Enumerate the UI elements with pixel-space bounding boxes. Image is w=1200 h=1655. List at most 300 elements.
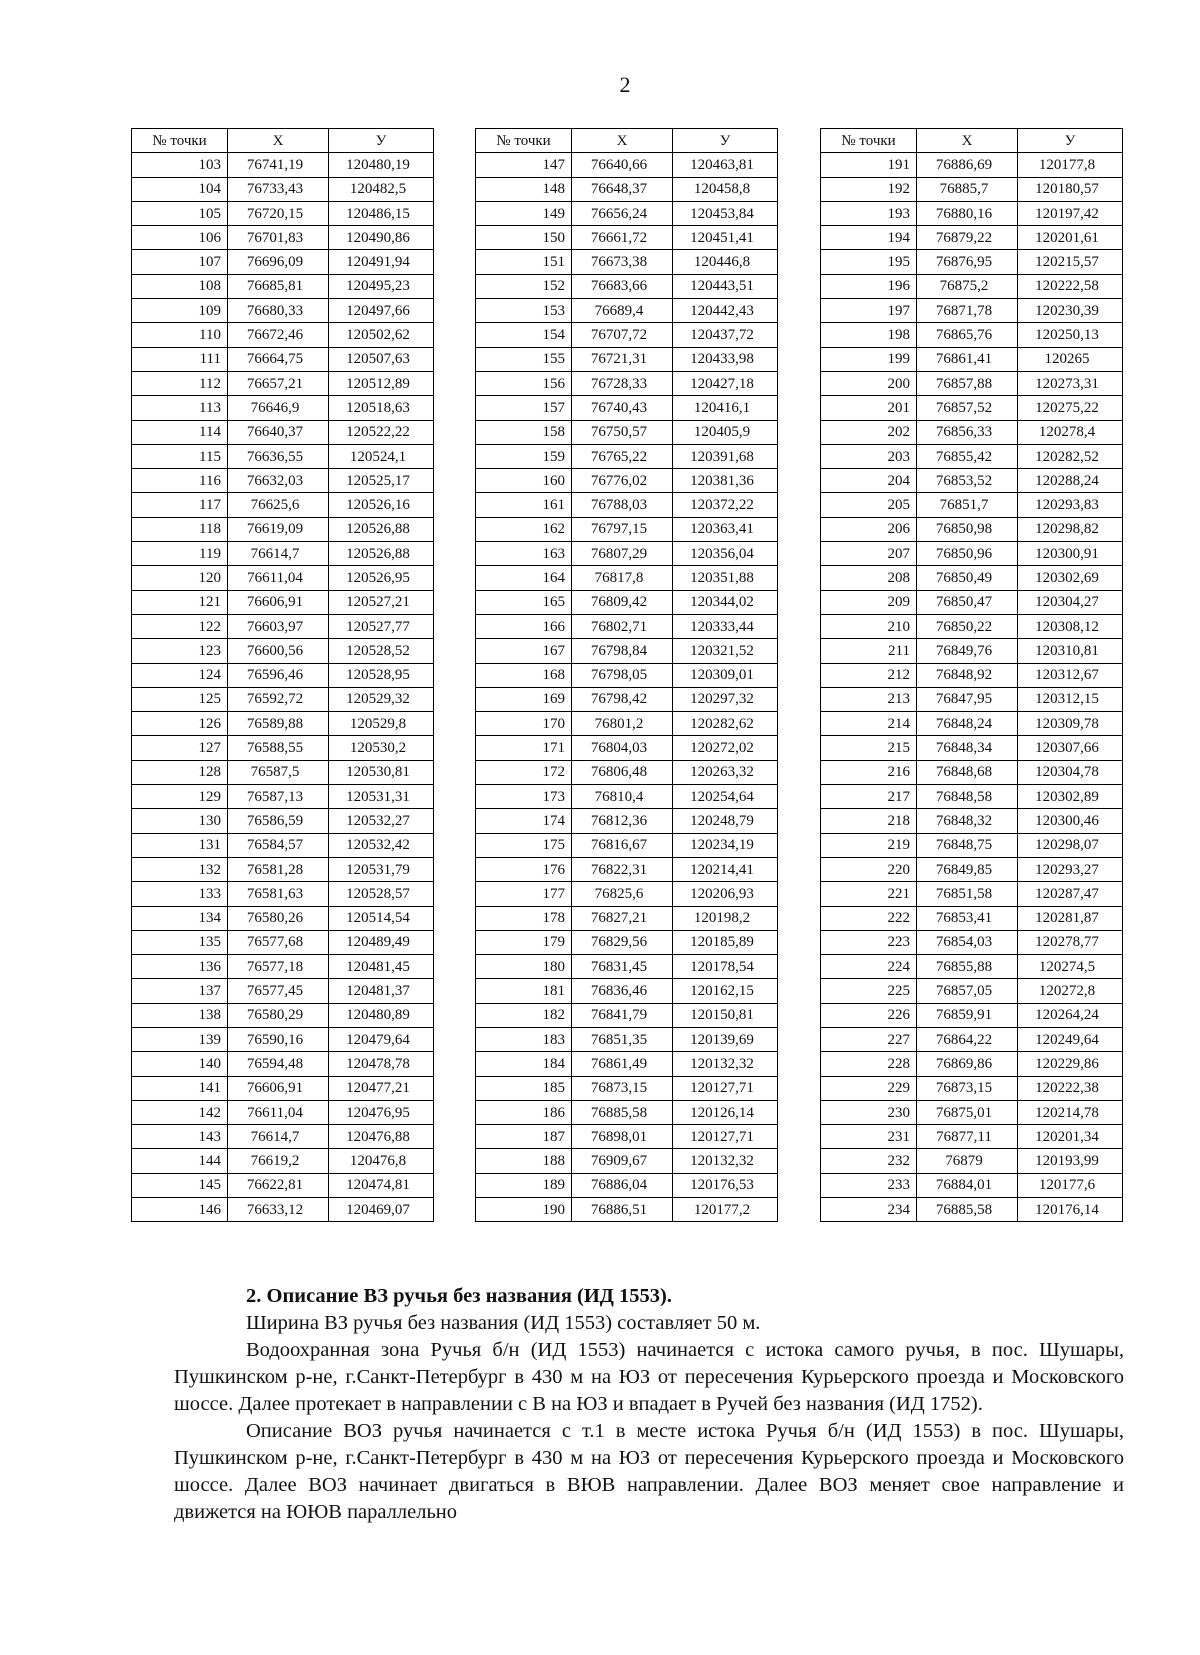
x-coordinate-cell: 76632,03 (228, 469, 329, 493)
y-coordinate-cell: 120287,47 (1018, 882, 1123, 906)
x-coordinate-cell: 76848,68 (917, 760, 1018, 784)
x-coordinate-cell: 76696,09 (228, 250, 329, 274)
paragraph-zone-start: Водоохранная зона Ручья б/н (ИД 1553) начинается с истока самого ручья, в пос. Шушары, Пушкинском р-не, г.Санкт-Петербург в 430 м на ЮЗ от пересечения Курьерского проезда и Московского шоссе. Далее протекает в направлении с В на ЮЗ и впадает в Ручей без названия (ИД 1752). (174, 1339, 1124, 1415)
table-row (821, 469, 1123, 493)
table-row (132, 347, 434, 371)
y-coordinate-cell: 120502,62 (329, 323, 434, 347)
y-coordinate-cell: 120127,71 (673, 1125, 778, 1149)
y-coordinate-cell: 120214,41 (673, 857, 778, 881)
table-row (476, 760, 778, 784)
point-number-cell: 149 (476, 201, 572, 225)
x-coordinate-cell: 76680,33 (228, 299, 329, 323)
point-number-cell: 156 (476, 371, 572, 395)
table-row (132, 979, 434, 1003)
x-coordinate-cell: 76807,29 (572, 542, 673, 566)
point-number-cell: 190 (476, 1198, 572, 1222)
y-coordinate-cell: 120297,32 (673, 687, 778, 711)
point-number-cell: 135 (132, 930, 228, 954)
table-row (132, 323, 434, 347)
point-number-cell: 103 (132, 153, 228, 177)
table-row (476, 420, 778, 444)
x-coordinate-cell: 76877,11 (917, 1125, 1018, 1149)
table-row (476, 201, 778, 225)
y-coordinate-cell: 120528,95 (329, 663, 434, 687)
table-row (132, 857, 434, 881)
y-coordinate-cell: 120282,52 (1018, 444, 1123, 468)
table-row (476, 1076, 778, 1100)
table-row (132, 955, 434, 979)
x-coordinate-cell: 76603,97 (228, 614, 329, 638)
point-number-cell: 171 (476, 736, 572, 760)
x-coordinate-cell: 76857,05 (917, 979, 1018, 1003)
table-row (132, 1003, 434, 1027)
y-coordinate-cell: 120278,77 (1018, 930, 1123, 954)
y-coordinate-cell: 120293,27 (1018, 857, 1123, 881)
table-row (132, 760, 434, 784)
point-number-cell: 234 (821, 1198, 917, 1222)
table-row (476, 347, 778, 371)
x-coordinate-cell: 76886,69 (917, 153, 1018, 177)
table-row (476, 809, 778, 833)
y-coordinate-cell: 120478,78 (329, 1052, 434, 1076)
table-row (821, 1100, 1123, 1124)
table-row (132, 542, 434, 566)
y-coordinate-cell: 120302,89 (1018, 785, 1123, 809)
x-coordinate-cell: 76636,55 (228, 444, 329, 468)
x-coordinate-cell: 76581,28 (228, 857, 329, 881)
coordinates-table-2 (475, 128, 778, 1222)
point-number-cell: 194 (821, 226, 917, 250)
x-coordinate-cell: 76589,88 (228, 712, 329, 736)
table-row (476, 955, 778, 979)
x-coordinate-cell: 76580,29 (228, 1003, 329, 1027)
point-number-cell: 111 (132, 347, 228, 371)
y-coordinate-cell: 120476,88 (329, 1125, 434, 1149)
table-row (476, 1149, 778, 1173)
point-number-cell: 152 (476, 274, 572, 298)
x-coordinate-cell: 76581,63 (228, 882, 329, 906)
point-number-cell: 216 (821, 760, 917, 784)
point-number-cell: 141 (132, 1076, 228, 1100)
y-coordinate-cell: 120391,68 (673, 444, 778, 468)
header-y: У (673, 129, 778, 153)
table-row (821, 833, 1123, 857)
y-coordinate-cell: 120446,8 (673, 250, 778, 274)
point-number-cell: 125 (132, 687, 228, 711)
y-coordinate-cell: 120482,5 (329, 177, 434, 201)
x-coordinate-cell: 76886,04 (572, 1173, 673, 1197)
point-number-cell: 120 (132, 566, 228, 590)
x-coordinate-cell: 76788,03 (572, 493, 673, 517)
x-coordinate-cell: 76849,76 (917, 639, 1018, 663)
point-number-cell: 192 (821, 177, 917, 201)
x-coordinate-cell: 76586,59 (228, 809, 329, 833)
x-coordinate-cell: 76869,86 (917, 1052, 1018, 1076)
y-coordinate-cell: 120201,34 (1018, 1125, 1123, 1149)
x-coordinate-cell: 76850,22 (917, 614, 1018, 638)
x-coordinate-cell: 76619,2 (228, 1149, 329, 1173)
point-number-cell: 121 (132, 590, 228, 614)
table-row (132, 444, 434, 468)
point-number-cell: 104 (132, 177, 228, 201)
y-coordinate-cell: 120405,9 (673, 420, 778, 444)
point-number-cell: 177 (476, 882, 572, 906)
y-coordinate-cell: 120198,2 (673, 906, 778, 930)
table-row (476, 712, 778, 736)
x-coordinate-cell: 76588,55 (228, 736, 329, 760)
point-number-cell: 160 (476, 469, 572, 493)
y-coordinate-cell: 120531,31 (329, 785, 434, 809)
x-coordinate-cell: 76801,2 (572, 712, 673, 736)
x-coordinate-cell: 76855,88 (917, 955, 1018, 979)
x-coordinate-cell: 76829,56 (572, 930, 673, 954)
table-row (132, 274, 434, 298)
y-coordinate-cell: 120507,63 (329, 347, 434, 371)
x-coordinate-cell: 76611,04 (228, 1100, 329, 1124)
table-row (476, 299, 778, 323)
point-number-cell: 131 (132, 833, 228, 857)
y-coordinate-cell: 120525,17 (329, 469, 434, 493)
table-row (821, 517, 1123, 541)
point-number-cell: 207 (821, 542, 917, 566)
y-coordinate-cell: 120309,78 (1018, 712, 1123, 736)
table-row (132, 299, 434, 323)
table-row (821, 226, 1123, 250)
y-coordinate-cell: 120309,01 (673, 663, 778, 687)
table-row (132, 1198, 434, 1222)
point-number-cell: 139 (132, 1027, 228, 1051)
y-coordinate-cell: 120351,88 (673, 566, 778, 590)
point-number-cell: 185 (476, 1076, 572, 1100)
y-coordinate-cell: 120321,52 (673, 639, 778, 663)
y-coordinate-cell: 120150,81 (673, 1003, 778, 1027)
point-number-cell: 183 (476, 1027, 572, 1051)
table-row (476, 882, 778, 906)
y-coordinate-cell: 120230,39 (1018, 299, 1123, 323)
x-coordinate-cell: 76822,31 (572, 857, 673, 881)
paragraph-width: Ширина ВЗ ручья без названия (ИД 1553) составляет 50 м. (246, 1312, 761, 1334)
table-row (476, 517, 778, 541)
table-row (476, 444, 778, 468)
point-number-cell: 174 (476, 809, 572, 833)
x-coordinate-cell: 76879,22 (917, 226, 1018, 250)
table-row (132, 712, 434, 736)
y-coordinate-cell: 120526,88 (329, 517, 434, 541)
table-row (821, 736, 1123, 760)
x-coordinate-cell: 76683,66 (572, 274, 673, 298)
table-row (821, 371, 1123, 395)
point-number-cell: 116 (132, 469, 228, 493)
point-number-cell: 187 (476, 1125, 572, 1149)
table-row (132, 736, 434, 760)
point-number-cell: 219 (821, 833, 917, 857)
table-row (132, 663, 434, 687)
point-number-cell: 223 (821, 930, 917, 954)
x-coordinate-cell: 76798,05 (572, 663, 673, 687)
table-row (132, 639, 434, 663)
x-coordinate-cell: 76853,41 (917, 906, 1018, 930)
y-coordinate-cell: 120298,82 (1018, 517, 1123, 541)
table-row (476, 566, 778, 590)
table-row (476, 250, 778, 274)
y-coordinate-cell: 120532,27 (329, 809, 434, 833)
table-row (132, 153, 434, 177)
x-coordinate-cell: 76909,67 (572, 1149, 673, 1173)
point-number-cell: 179 (476, 930, 572, 954)
point-number-cell: 150 (476, 226, 572, 250)
table-row (476, 371, 778, 395)
y-coordinate-cell: 120312,67 (1018, 663, 1123, 687)
table-row (132, 590, 434, 614)
x-coordinate-cell: 76876,95 (917, 250, 1018, 274)
point-number-cell: 115 (132, 444, 228, 468)
point-number-cell: 126 (132, 712, 228, 736)
table-row (821, 882, 1123, 906)
point-number-cell: 114 (132, 420, 228, 444)
x-coordinate-cell: 76873,15 (917, 1076, 1018, 1100)
y-coordinate-cell: 120333,44 (673, 614, 778, 638)
table-row (821, 493, 1123, 517)
table-row (476, 1027, 778, 1051)
point-number-cell: 159 (476, 444, 572, 468)
table-row (821, 1198, 1123, 1222)
x-coordinate-cell: 76656,24 (572, 201, 673, 225)
y-coordinate-cell: 120518,63 (329, 396, 434, 420)
point-number-cell: 162 (476, 517, 572, 541)
y-coordinate-cell: 120310,81 (1018, 639, 1123, 663)
point-number-cell: 204 (821, 469, 917, 493)
point-number-cell: 164 (476, 566, 572, 590)
point-number-cell: 142 (132, 1100, 228, 1124)
x-coordinate-cell: 76857,88 (917, 371, 1018, 395)
y-coordinate-cell: 120248,79 (673, 809, 778, 833)
x-coordinate-cell: 76861,41 (917, 347, 1018, 371)
point-number-cell: 186 (476, 1100, 572, 1124)
y-coordinate-cell: 120526,88 (329, 542, 434, 566)
y-coordinate-cell: 120308,12 (1018, 614, 1123, 638)
table-row (821, 760, 1123, 784)
x-coordinate-cell: 76812,36 (572, 809, 673, 833)
x-coordinate-cell: 76856,33 (917, 420, 1018, 444)
y-coordinate-cell: 120126,14 (673, 1100, 778, 1124)
point-number-cell: 166 (476, 614, 572, 638)
y-coordinate-cell: 120127,71 (673, 1076, 778, 1100)
point-number-cell: 169 (476, 687, 572, 711)
y-coordinate-cell: 120307,66 (1018, 736, 1123, 760)
x-coordinate-cell: 76664,75 (228, 347, 329, 371)
x-coordinate-cell: 76848,58 (917, 785, 1018, 809)
y-coordinate-cell: 120300,91 (1018, 542, 1123, 566)
point-number-cell: 198 (821, 323, 917, 347)
point-number-cell: 189 (476, 1173, 572, 1197)
x-coordinate-cell: 76798,42 (572, 687, 673, 711)
point-number-cell: 118 (132, 517, 228, 541)
x-coordinate-cell: 76885,58 (917, 1198, 1018, 1222)
y-coordinate-cell: 120302,69 (1018, 566, 1123, 590)
table-row (821, 1149, 1123, 1173)
x-coordinate-cell: 76855,42 (917, 444, 1018, 468)
table-row (821, 639, 1123, 663)
table-row (821, 809, 1123, 833)
y-coordinate-cell: 120512,89 (329, 371, 434, 395)
y-coordinate-cell: 120524,1 (329, 444, 434, 468)
point-number-cell: 117 (132, 493, 228, 517)
table-row (821, 663, 1123, 687)
x-coordinate-cell: 76765,22 (572, 444, 673, 468)
y-coordinate-cell: 120288,24 (1018, 469, 1123, 493)
point-number-cell: 105 (132, 201, 228, 225)
table-row (476, 226, 778, 250)
y-coordinate-cell: 120381,36 (673, 469, 778, 493)
table-row (821, 347, 1123, 371)
x-coordinate-cell: 76898,01 (572, 1125, 673, 1149)
x-coordinate-cell: 76720,15 (228, 201, 329, 225)
y-coordinate-cell: 120476,8 (329, 1149, 434, 1173)
y-coordinate-cell: 120481,45 (329, 955, 434, 979)
x-coordinate-cell: 76848,32 (917, 809, 1018, 833)
table-row (476, 1125, 778, 1149)
y-coordinate-cell: 120206,93 (673, 882, 778, 906)
y-coordinate-cell: 120214,78 (1018, 1100, 1123, 1124)
point-number-cell: 182 (476, 1003, 572, 1027)
x-coordinate-cell: 76592,72 (228, 687, 329, 711)
point-number-cell: 221 (821, 882, 917, 906)
x-coordinate-cell: 76611,04 (228, 566, 329, 590)
x-coordinate-cell: 76857,52 (917, 396, 1018, 420)
table-row (132, 1125, 434, 1149)
x-coordinate-cell: 76847,95 (917, 687, 1018, 711)
x-coordinate-cell: 76640,66 (572, 153, 673, 177)
point-number-cell: 134 (132, 906, 228, 930)
x-coordinate-cell: 76600,56 (228, 639, 329, 663)
y-coordinate-cell: 120442,43 (673, 299, 778, 323)
x-coordinate-cell: 76850,49 (917, 566, 1018, 590)
point-number-cell: 127 (132, 736, 228, 760)
point-number-cell: 107 (132, 250, 228, 274)
x-coordinate-cell: 76661,72 (572, 226, 673, 250)
x-coordinate-cell: 76648,37 (572, 177, 673, 201)
point-number-cell: 163 (476, 542, 572, 566)
y-coordinate-cell: 120304,78 (1018, 760, 1123, 784)
x-coordinate-cell: 76850,96 (917, 542, 1018, 566)
x-coordinate-cell: 76836,46 (572, 979, 673, 1003)
y-coordinate-cell: 120254,64 (673, 785, 778, 809)
x-coordinate-cell: 76596,46 (228, 663, 329, 687)
point-number-cell: 143 (132, 1125, 228, 1149)
table-row (821, 201, 1123, 225)
table-row (821, 1003, 1123, 1027)
y-coordinate-cell: 120312,15 (1018, 687, 1123, 711)
table-header-row (476, 129, 778, 153)
point-number-cell: 214 (821, 712, 917, 736)
x-coordinate-cell: 76798,84 (572, 639, 673, 663)
point-number-cell: 133 (132, 882, 228, 906)
x-coordinate-cell: 76594,48 (228, 1052, 329, 1076)
table-row (132, 1027, 434, 1051)
table-row (476, 639, 778, 663)
y-coordinate-cell: 120481,37 (329, 979, 434, 1003)
x-coordinate-cell: 76886,51 (572, 1198, 673, 1222)
y-coordinate-cell: 120176,14 (1018, 1198, 1123, 1222)
y-coordinate-cell: 120463,81 (673, 153, 778, 177)
x-coordinate-cell: 76584,57 (228, 833, 329, 857)
point-number-cell: 140 (132, 1052, 228, 1076)
point-number-cell: 112 (132, 371, 228, 395)
x-coordinate-cell: 76619,09 (228, 517, 329, 541)
table-row (821, 857, 1123, 881)
header-x: X (572, 129, 673, 153)
y-coordinate-cell: 120177,6 (1018, 1173, 1123, 1197)
table-row (821, 906, 1123, 930)
x-coordinate-cell: 76685,81 (228, 274, 329, 298)
table-row (132, 930, 434, 954)
point-number-cell: 165 (476, 590, 572, 614)
x-coordinate-cell: 76853,52 (917, 469, 1018, 493)
y-coordinate-cell: 120427,18 (673, 371, 778, 395)
x-coordinate-cell: 76885,7 (917, 177, 1018, 201)
point-number-cell: 188 (476, 1149, 572, 1173)
table-row (476, 323, 778, 347)
table-row (821, 1125, 1123, 1149)
x-coordinate-cell: 76740,43 (572, 396, 673, 420)
y-coordinate-cell: 120300,46 (1018, 809, 1123, 833)
y-coordinate-cell: 120185,89 (673, 930, 778, 954)
x-coordinate-cell: 76622,81 (228, 1173, 329, 1197)
x-coordinate-cell: 76577,45 (228, 979, 329, 1003)
y-coordinate-cell: 120180,57 (1018, 177, 1123, 201)
point-number-cell: 224 (821, 955, 917, 979)
x-coordinate-cell: 76587,5 (228, 760, 329, 784)
table-row (132, 1076, 434, 1100)
point-number-cell: 144 (132, 1149, 228, 1173)
table-row (132, 226, 434, 250)
x-coordinate-cell: 76733,43 (228, 177, 329, 201)
table-row (476, 177, 778, 201)
point-number-cell: 228 (821, 1052, 917, 1076)
y-coordinate-cell: 120344,02 (673, 590, 778, 614)
table-row (132, 833, 434, 857)
x-coordinate-cell: 76859,91 (917, 1003, 1018, 1027)
y-coordinate-cell: 120275,22 (1018, 396, 1123, 420)
point-number-cell: 108 (132, 274, 228, 298)
table-row (132, 177, 434, 201)
header-y: У (1018, 129, 1123, 153)
y-coordinate-cell: 120293,83 (1018, 493, 1123, 517)
x-coordinate-cell: 76614,7 (228, 1125, 329, 1149)
point-number-cell: 225 (821, 979, 917, 1003)
table-row (132, 809, 434, 833)
y-coordinate-cell: 120215,57 (1018, 250, 1123, 274)
x-coordinate-cell: 76864,22 (917, 1027, 1018, 1051)
x-coordinate-cell: 76825,6 (572, 882, 673, 906)
x-coordinate-cell: 76804,03 (572, 736, 673, 760)
point-number-cell: 175 (476, 833, 572, 857)
y-coordinate-cell: 120529,32 (329, 687, 434, 711)
point-number-cell: 136 (132, 955, 228, 979)
table-row (132, 785, 434, 809)
point-number-cell: 124 (132, 663, 228, 687)
y-coordinate-cell: 120139,69 (673, 1027, 778, 1051)
coordinates-table-3 (820, 128, 1123, 1222)
x-coordinate-cell: 76848,75 (917, 833, 1018, 857)
point-number-cell: 200 (821, 371, 917, 395)
point-number-cell: 161 (476, 493, 572, 517)
point-number-cell: 227 (821, 1027, 917, 1051)
point-number-cell: 146 (132, 1198, 228, 1222)
point-number-cell: 168 (476, 663, 572, 687)
table-row (821, 420, 1123, 444)
x-coordinate-cell: 76707,72 (572, 323, 673, 347)
